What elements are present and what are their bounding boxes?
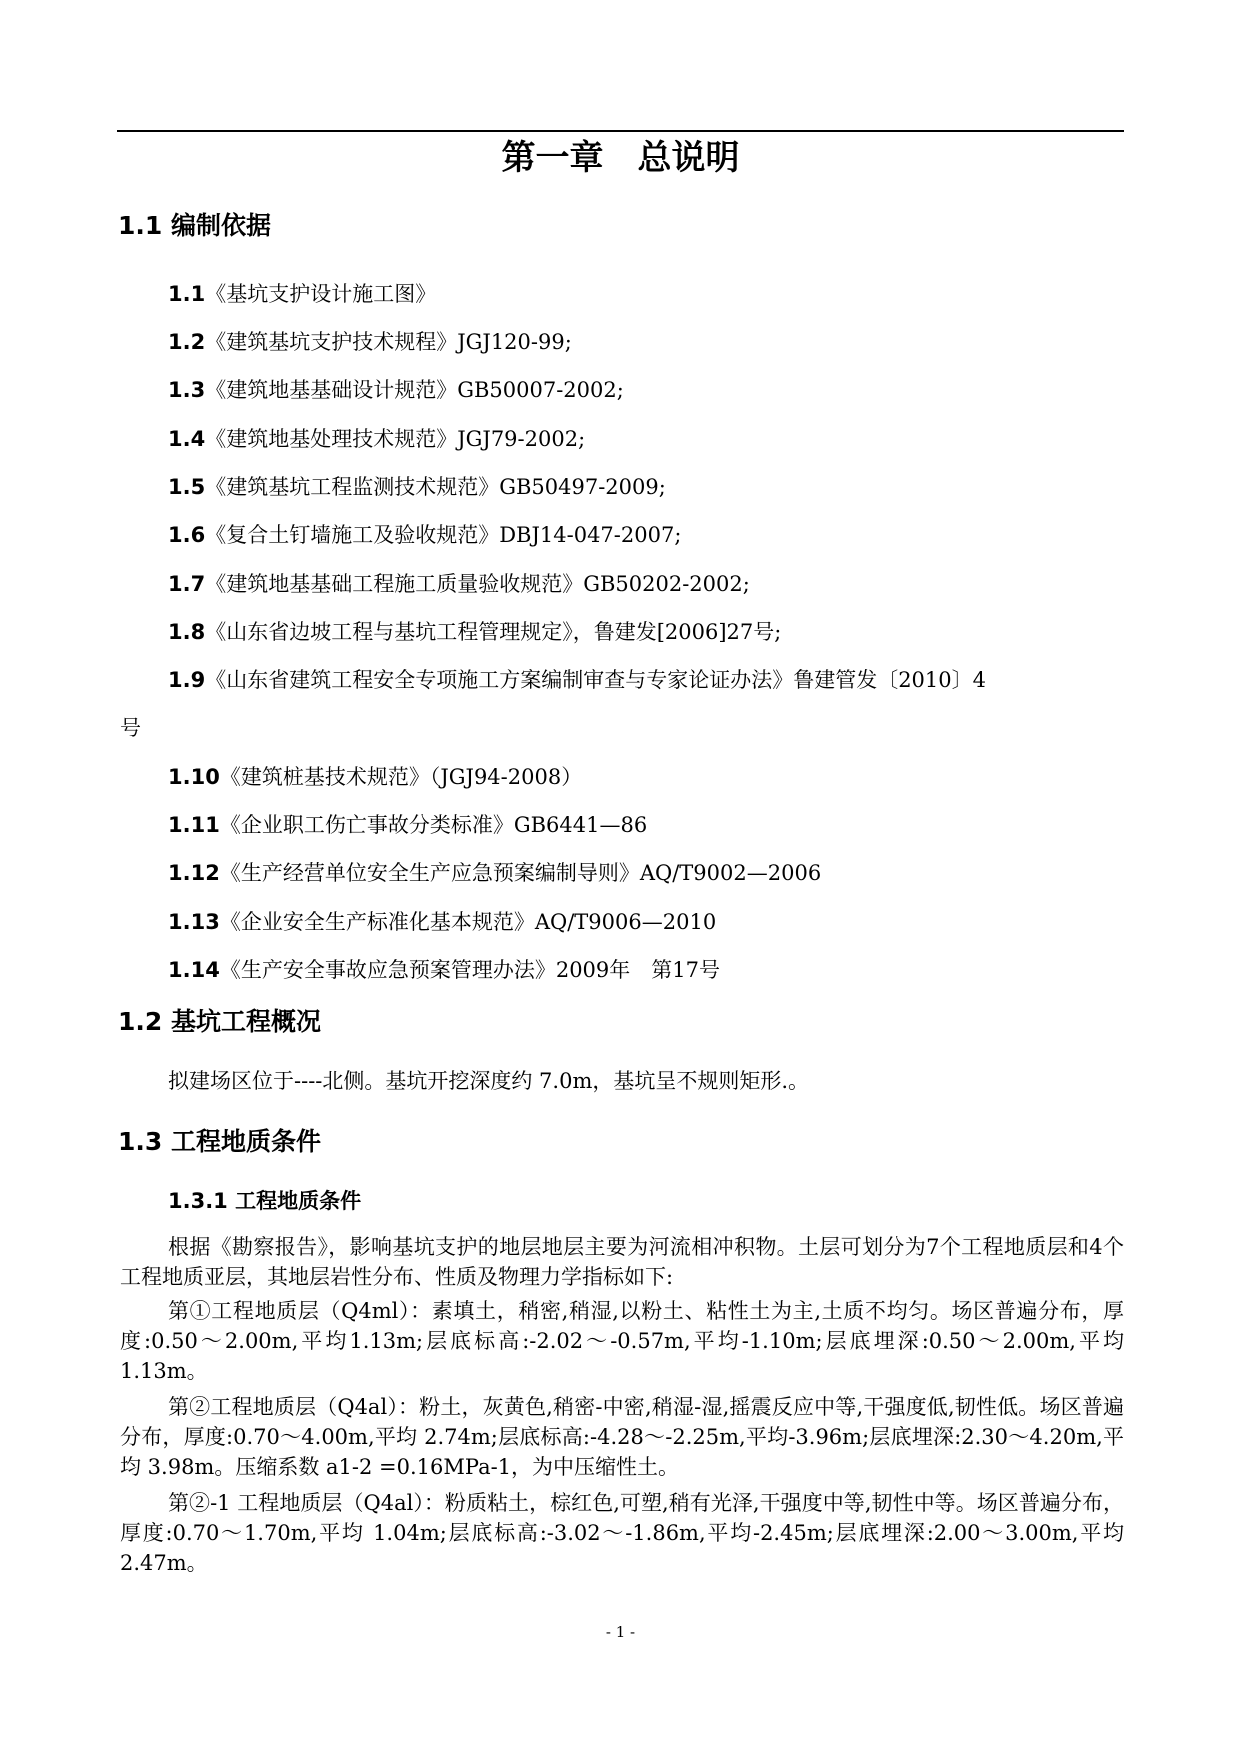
reference-text: 《生产安全事故应急预案管理办法》2009年 第17号 [219,958,720,982]
section-heading-1-3: 1.3 工程地质条件 [118,1127,321,1156]
reference-text: 《山东省边坡工程与基坑工程管理规定》，鲁建发[2006]27号; [205,620,782,644]
reference-item [168,810,647,840]
chapter-title: 第一章 总说明 [501,138,740,178]
reference-item [168,424,585,454]
reference-number: 1.14 [168,958,220,982]
reference-item [168,569,750,599]
reference-text: 《建筑地基基础工程施工质量验收规范》GB50202-2002; [205,572,750,596]
reference-number: 1.11 [168,813,220,837]
reference-number: 1.6 [168,523,206,547]
reference-text: 《山东省建筑工程安全专项施工方案编制审查与专家论证办法》鲁建管发〔2010〕4 [205,668,987,692]
reference-text: 《基坑支护设计施工图》 [205,282,437,306]
paragraph: 第②工程地质层（Q4al）：粉土，灰黄色,稍密-中密,稍湿-湿,摇震反应中等,干强度低,韧性低。场区普遍分布，厚度:0.70～4.00m,平均 2.74m;层底标高:-4.28～-2.25m,平均-3.96m;层底埋深:2.30～4.20m,平均 3.98m。压缩系数 a1-2 =0.16MPa-1，为中压缩性土。 [120,1395,1124,1479]
paragraph: 第①工程地质层（Q4ml）：素填土，稍密,稍湿,以粉土、粘性土为主,土质不均匀。场区普遍分布，厚度:0.50～2.00m,平均1.13m;层底标高:-2.02～-0.57m,平均-1.10m;层底埋深:0.50～2.00m,平均1.13m。 [120,1299,1124,1383]
reference-text: 《生产经营单位安全生产应急预案编制导则》AQ/T9002—2006 [219,861,822,885]
reference-text: 《复合土钉墙施工及验收规范》DBJ14-047-2007; [205,523,682,547]
reference-item [168,520,681,550]
reference-number: 1.3 [168,378,206,402]
paragraph: 拟建场区位于----北侧。基坑开挖深度约 7.0m，基坑呈不规则矩形.。 [168,1069,810,1093]
reference-item [168,472,666,502]
subsection-heading-1-3-1: 1.3.1 工程地质条件 [168,1189,362,1213]
section-heading-1-2: 1.2 基坑工程概况 [118,1007,321,1036]
reference-number: 1.7 [168,572,206,596]
reference-text: 《建筑基坑工程监测技术规范》GB50497-2009; [205,475,666,499]
reference-item [168,762,582,792]
paragraph: 根据《勘察报告》，影响基坑支护的地层地层主要为河流相冲积物。土层可划分为7个工程地质层和4个工程地质亚层，其地层岩性分布、性质及物理力学指标如下: [120,1235,1124,1289]
reference-text: 《企业职工伤亡事故分类标准》GB6441—86 [219,813,648,837]
reference-number: 1.10 [168,765,220,789]
reference-number: 1.8 [168,620,206,644]
reference-item [168,327,572,357]
reference-text: 《企业安全生产标准化基本规范》AQ/T9006—2010 [219,910,717,934]
section-heading-1-1: 1.1 编制依据 [118,211,271,240]
reference-number: 1.1 [168,282,206,306]
reference-number: 1.4 [168,427,206,451]
reference-number: 1.2 [168,330,206,354]
reference-item [168,858,821,888]
reference-text: 《建筑基坑支护技术规程》JGJ120-99; [205,330,572,354]
reference-item [168,907,716,937]
reference-number: 1.13 [168,910,220,934]
reference-item [168,665,986,695]
reference-item [168,617,781,647]
reference-item [168,955,720,985]
reference-number: 1.9 [168,668,206,692]
reference-text: 《建筑桩基技术规范》（JGJ94-2008） [219,765,583,789]
reference-item [168,279,436,309]
reference-text: 《建筑地基处理技术规范》JGJ79-2002; [205,427,586,451]
reference-number: 1.12 [168,861,220,885]
reference-item-continuation: 号 [120,716,141,740]
header-rule [117,130,1124,132]
paragraph: 第②-1 工程地质层（Q4al）：粉质粘土，棕红色,可塑,稍有光泽,干强度中等,韧性中等。场区普遍分布，厚度:0.70～1.70m,平均 1.04m;层底标高:-3.02～-1.86m,平均-2.45m;层底埋深:2.00～3.00m,平均 2.47m。 [120,1491,1124,1575]
page-number: - 1 - [605,1623,636,1641]
reference-item [168,375,624,405]
reference-number: 1.5 [168,475,206,499]
reference-text: 《建筑地基基础设计规范》GB50007-2002; [205,378,624,402]
